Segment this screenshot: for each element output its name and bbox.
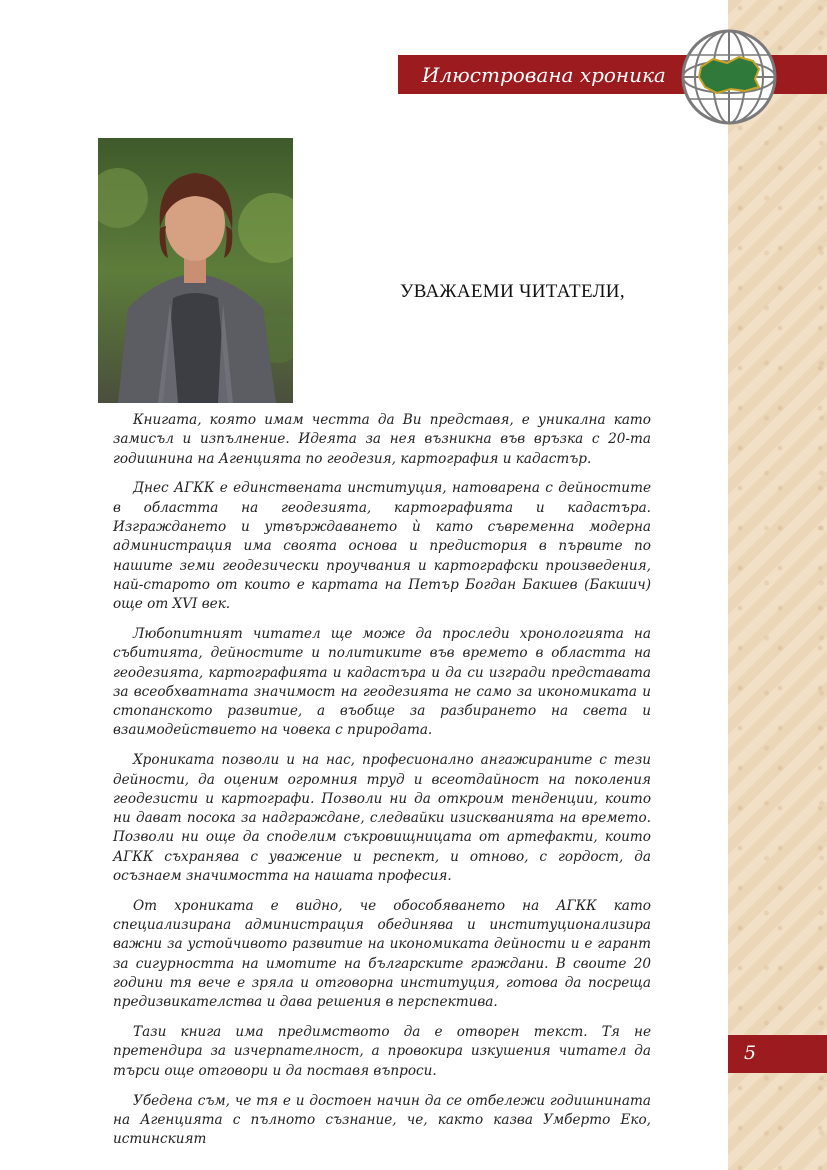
page-number: 5 [744, 1042, 757, 1064]
portrait-photo [98, 138, 293, 403]
decorative-side-strip [728, 0, 827, 1170]
paragraph: Хрониката позволи и на нас, професионално ангажираните с тези дейности, да оценим огромния труд и всеотдайност на поколения геодезисти и картографи. Позволи ни да откроим тенденции, които ни дават посока за надграждане, следвайки изискванията на времето. Позволи ни още да споделим съкровищницата от артефакти, които АГКК съхранява с уважение и респект, и отново, с гордост, да осъзнаем значимостта на нашата професия. [113, 752, 651, 885]
paragraph: Тази книга има предимството да е отворен текст. Тя не претендира за изчерпателност, а провокира изкушения читател да търси още отговори и да поставя въпроси. [113, 1024, 651, 1079]
paragraph: Днес АГКК е единствената институция, натоварена с дейностите в областта на геодезията, картографията и кадастъра. Изграждането и утвърждаването ѝ като съвременна модерна администрация има своята основа и предистория в първите по нашите земи геодезически проучвания и картографски произведения, най-старото от които е картата на Петър Богдан Бакшев (Бакшич) още от XVI век. [113, 480, 651, 613]
paragraph: Любопитният читател ще може да проследи хронологията на събитията, дейностите и политиките във времето в областта на геодезията, картографията и кадастъра и да си изгради представата за всеобхватната значимост на геодезията не само за икономиката и стопанското развитие, а въобще за разбирането на света и взаимодействието на човека с природата. [113, 625, 651, 739]
page-number-bar [728, 1035, 827, 1073]
paragraph: От хрониката е видно, че обособяването на АГКК като специализирана администрация обединява и институционализира важни за устойчивото развитие на икономиката дейности и е гарант за сигурността на имотите на българските граждани. В своите 20 години тя вече е зряла и отговорна институция, готова да посреща предизвикателства и дава решения в перспектива. [113, 897, 651, 1011]
paragraph: Книгата, която имам честта да Ви представя, е уникална като замисъл и изпълнение. Идеята за нея възникна във връзка с 20-та годишнина на Агенцията по геодезия, картография и кадастър. [113, 412, 651, 467]
letter-body [113, 411, 651, 1160]
globe-with-bulgaria-map-icon [679, 27, 779, 127]
paragraph: Убедена съм, че тя е и достоен начин да се отбележи годишнината на Агенцията с пълното съзнание, че, както казва Умберто Еко, истинският [113, 1092, 651, 1148]
greeting-heading: УВАЖАЕМИ ЧИТАТЕЛИ, [400, 281, 625, 302]
section-title: Илюстрована хроника [422, 63, 666, 87]
